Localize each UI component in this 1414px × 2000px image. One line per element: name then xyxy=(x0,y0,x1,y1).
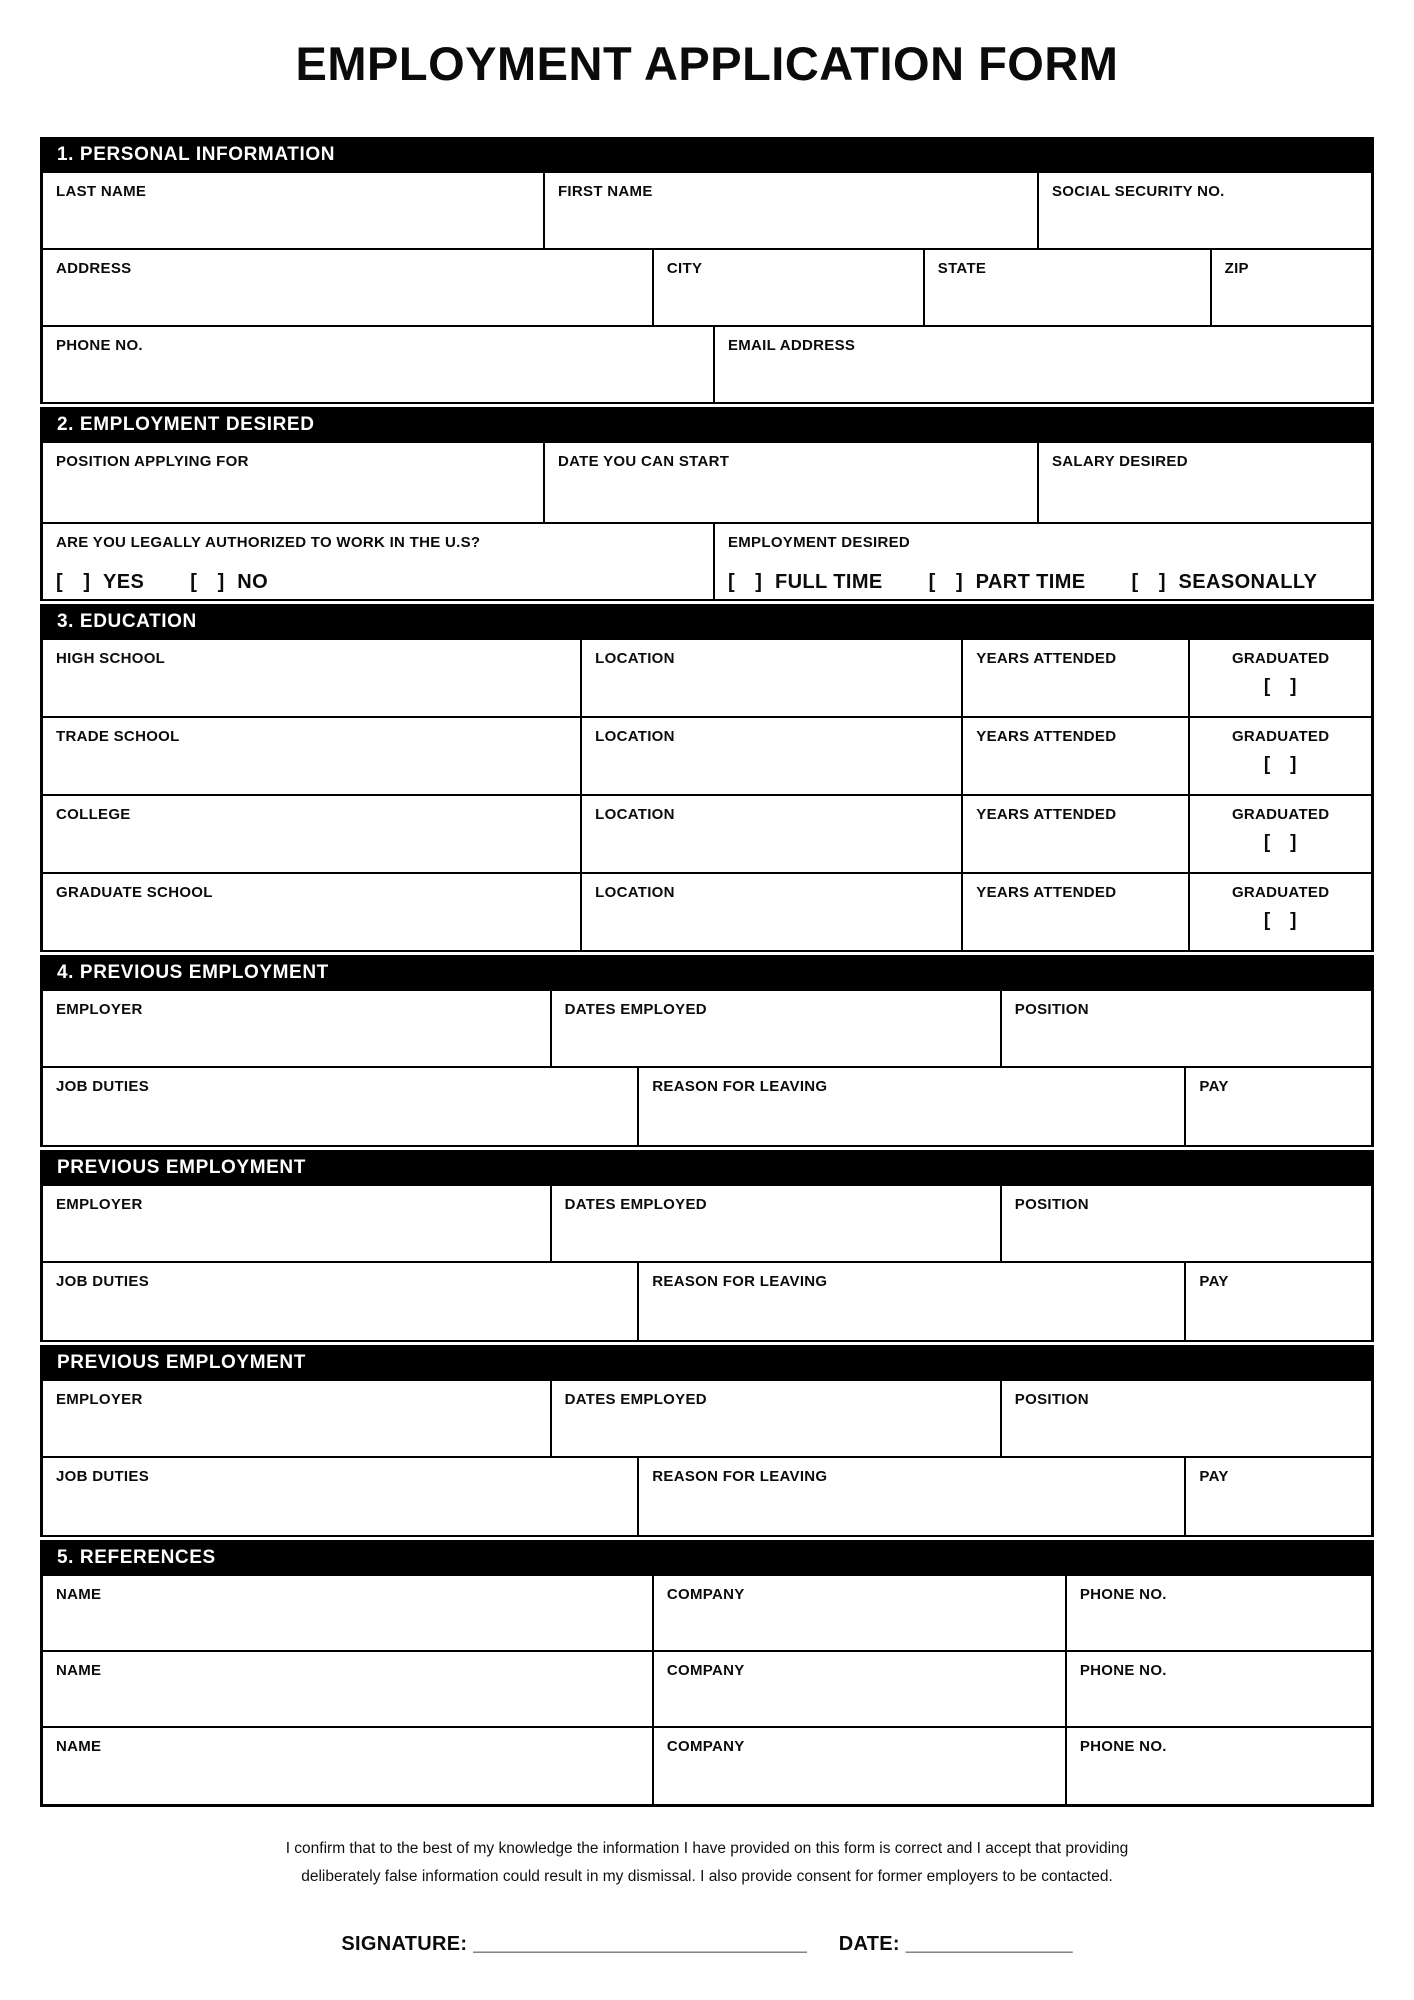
section-header-previous-employment-3: PREVIOUS EMPLOYMENT xyxy=(40,1345,1374,1381)
signature-line[interactable]: ______________________________ xyxy=(473,1932,807,1955)
employer-field[interactable] xyxy=(43,1381,552,1456)
position-applying-for-label: POSITION APPLYING FOR xyxy=(56,453,249,470)
phone-field[interactable] xyxy=(43,327,715,402)
years-attended-field[interactable] xyxy=(963,874,1190,950)
reason-for-leaving-field[interactable] xyxy=(639,1263,1186,1340)
reference-name-field[interactable] xyxy=(43,1728,654,1804)
employer-field[interactable] xyxy=(43,991,552,1066)
reference-name-field[interactable] xyxy=(43,1576,654,1650)
reason-for-leaving-label: REASON FOR LEAVING xyxy=(652,1468,828,1485)
location-field[interactable] xyxy=(582,796,963,872)
address-field[interactable] xyxy=(43,250,654,325)
high-school-field[interactable] xyxy=(43,640,582,716)
checkbox-no[interactable] xyxy=(190,571,268,594)
high-school-label: HIGH SCHOOL xyxy=(56,650,166,667)
reference-row-1 xyxy=(43,1576,1371,1652)
confirmation-line-1: I confirm that to the best of my knowledge the information I have provided on this form is correct and I accept that providing xyxy=(285,1840,1129,1857)
graduated-checkbox[interactable]: [ ] xyxy=(1263,754,1298,775)
reference-name-field[interactable] xyxy=(43,1652,654,1726)
position-field[interactable] xyxy=(1002,1186,1371,1261)
years-attended-label: YEARS ATTENDED xyxy=(976,806,1117,823)
zip-field[interactable] xyxy=(1212,250,1371,325)
employer-label: EMPLOYER xyxy=(56,1001,143,1018)
date-label: DATE: xyxy=(838,1932,900,1955)
checkbox-no-label: NO xyxy=(237,571,269,593)
college-field[interactable] xyxy=(43,796,582,872)
reference-name-label: NAME xyxy=(56,1738,102,1755)
checkbox-seasonally-label: SEASONALLY xyxy=(1178,571,1318,593)
reference-name-label: NAME xyxy=(56,1586,102,1603)
employment-type-label: EMPLOYMENT DESIRED xyxy=(727,534,911,551)
checkbox-icon: [ ] xyxy=(56,571,91,593)
reference-company-label: COMPANY xyxy=(666,1662,745,1679)
signature-label: SIGNATURE: xyxy=(341,1932,468,1955)
graduate-school-label: GRADUATE SCHOOL xyxy=(56,884,213,901)
graduated-checkbox[interactable]: [ ] xyxy=(1263,910,1298,931)
email-label: EMAIL ADDRESS xyxy=(727,337,856,354)
email-field[interactable] xyxy=(715,327,1371,402)
checkbox-full-time-label: FULL TIME xyxy=(774,571,883,593)
reference-company-field[interactable] xyxy=(654,1576,1067,1650)
location-label: LOCATION xyxy=(595,728,675,745)
graduated-checkbox[interactable]: [ ] xyxy=(1263,832,1298,853)
reference-company-field[interactable] xyxy=(654,1652,1067,1726)
personal-address-row xyxy=(43,250,1371,327)
pay-field[interactable] xyxy=(1186,1068,1371,1145)
ssn-label: SOCIAL SECURITY NO. xyxy=(1051,183,1225,200)
years-attended-label: YEARS ATTENDED xyxy=(976,884,1117,901)
personal-contact-row xyxy=(43,327,1371,404)
application-form xyxy=(40,137,1374,1807)
section-header-references: 5. REFERENCES xyxy=(40,1540,1374,1576)
phone-label: PHONE NO. xyxy=(56,337,143,354)
reference-row-3 xyxy=(43,1728,1371,1804)
last-name-label: LAST NAME xyxy=(56,183,147,200)
signature-row xyxy=(0,1933,1414,1956)
job-duties-field[interactable] xyxy=(43,1263,639,1340)
graduated-label: GRADUATED xyxy=(1231,884,1330,901)
job-duties-field[interactable] xyxy=(43,1068,639,1145)
reason-for-leaving-label: REASON FOR LEAVING xyxy=(652,1078,828,1095)
reason-for-leaving-label: REASON FOR LEAVING xyxy=(652,1273,828,1290)
graduated-field xyxy=(1190,796,1371,872)
job-duties-label: JOB DUTIES xyxy=(56,1273,150,1290)
employment-block-2-duties-row xyxy=(43,1263,1371,1342)
employer-field[interactable] xyxy=(43,1186,552,1261)
years-attended-field[interactable] xyxy=(963,796,1190,872)
pay-label: PAY xyxy=(1199,1273,1229,1290)
education-row-trade-school xyxy=(43,718,1371,796)
checkbox-yes-label: YES xyxy=(103,571,145,593)
personal-name-row xyxy=(43,173,1371,250)
checkbox-seasonally[interactable] xyxy=(1132,571,1318,594)
checkbox-icon: [ ] xyxy=(190,571,226,593)
college-label: COLLEGE xyxy=(56,806,131,823)
employment-block-3-employer-row xyxy=(43,1381,1371,1458)
employment-block-1-duties-row xyxy=(43,1068,1371,1147)
confirmation-statement xyxy=(0,1835,1414,1891)
employment-block-2-employer-row xyxy=(43,1186,1371,1263)
checkbox-icon: [ ] xyxy=(727,571,763,593)
location-field[interactable] xyxy=(582,718,963,794)
dates-employed-field[interactable] xyxy=(552,1186,1002,1261)
reference-phone-field[interactable] xyxy=(1067,1728,1371,1804)
section-header-previous-employment-2: PREVIOUS EMPLOYMENT xyxy=(40,1150,1374,1186)
graduated-label: GRADUATED xyxy=(1231,806,1330,823)
ssn-field[interactable] xyxy=(1039,173,1371,248)
location-field[interactable] xyxy=(582,874,963,950)
work-authorization-label: ARE YOU LEGALLY AUTHORIZED TO WORK IN THE U.S? xyxy=(56,534,481,551)
last-name-field[interactable] xyxy=(43,173,545,248)
salary-desired-label: SALARY DESIRED xyxy=(1051,453,1188,470)
first-name-field[interactable] xyxy=(545,173,1039,248)
pay-label: PAY xyxy=(1199,1078,1229,1095)
employment-block-1-employer-row xyxy=(43,991,1371,1068)
trade-school-label: TRADE SCHOOL xyxy=(56,728,180,745)
reference-company-label: COMPANY xyxy=(666,1738,745,1755)
employer-label: EMPLOYER xyxy=(56,1391,143,1408)
date-you-can-start-field[interactable] xyxy=(545,443,1039,522)
reference-phone-label: PHONE NO. xyxy=(1079,1586,1167,1603)
reference-phone-field[interactable] xyxy=(1067,1576,1371,1650)
city-label: CITY xyxy=(666,260,703,277)
pay-label: PAY xyxy=(1199,1468,1229,1485)
position-field[interactable] xyxy=(1002,991,1371,1066)
checkbox-icon: [ ] xyxy=(1131,571,1167,593)
page-title: EMPLOYMENT APPLICATION FORM xyxy=(295,37,1119,90)
graduated-label: GRADUATED xyxy=(1231,650,1330,667)
pay-field[interactable] xyxy=(1186,1263,1371,1340)
zip-label: ZIP xyxy=(1224,260,1249,277)
checkbox-yes[interactable] xyxy=(56,571,144,594)
education-row-college xyxy=(43,796,1371,874)
location-field[interactable] xyxy=(582,640,963,716)
dates-employed-label: DATES EMPLOYED xyxy=(564,1196,707,1213)
graduate-school-field[interactable] xyxy=(43,874,582,950)
job-duties-field[interactable] xyxy=(43,1458,639,1535)
position-label: POSITION xyxy=(1014,1196,1089,1213)
graduated-field xyxy=(1190,640,1371,716)
pay-field[interactable] xyxy=(1186,1458,1371,1535)
years-attended-field[interactable] xyxy=(963,718,1190,794)
work-authorization-field xyxy=(43,524,715,599)
dates-employed-field[interactable] xyxy=(552,991,1002,1066)
trade-school-field[interactable] xyxy=(43,718,582,794)
section-header-employment-desired: 2. EMPLOYMENT DESIRED xyxy=(40,407,1374,443)
location-label: LOCATION xyxy=(595,806,675,823)
section-header-education: 3. EDUCATION xyxy=(40,604,1374,640)
reference-row-2 xyxy=(43,1652,1371,1728)
years-attended-field[interactable] xyxy=(963,640,1190,716)
salary-desired-field[interactable] xyxy=(1039,443,1371,522)
reference-phone-label: PHONE NO. xyxy=(1079,1662,1167,1679)
graduated-label: GRADUATED xyxy=(1231,728,1330,745)
graduated-checkbox[interactable]: [ ] xyxy=(1263,676,1298,697)
confirmation-line-2: deliberately false information could result in my dismissal. I also provide consent for former employers to be contacted. xyxy=(301,1867,1113,1885)
section-header-previous-employment-1: 4. PREVIOUS EMPLOYMENT xyxy=(40,955,1374,991)
job-duties-label: JOB DUTIES xyxy=(56,1468,150,1485)
education-row-high-school xyxy=(43,640,1371,718)
reference-phone-label: PHONE NO. xyxy=(1079,1738,1167,1755)
reference-phone-field[interactable] xyxy=(1067,1652,1371,1726)
position-label: POSITION xyxy=(1014,1391,1089,1408)
checkbox-icon: [ ] xyxy=(928,571,964,593)
state-label: STATE xyxy=(937,260,987,277)
dates-employed-field[interactable] xyxy=(552,1381,1002,1456)
employment-block-3-duties-row xyxy=(43,1458,1371,1537)
dates-employed-label: DATES EMPLOYED xyxy=(564,1001,707,1018)
address-label: ADDRESS xyxy=(56,260,132,277)
checkbox-full-time[interactable] xyxy=(728,571,883,594)
date-line[interactable]: _______________ xyxy=(905,1932,1073,1955)
dates-employed-label: DATES EMPLOYED xyxy=(564,1391,707,1408)
work-authorization-options xyxy=(56,571,700,594)
reference-company-label: COMPANY xyxy=(666,1586,745,1603)
years-attended-label: YEARS ATTENDED xyxy=(976,728,1117,745)
job-duties-label: JOB DUTIES xyxy=(56,1078,150,1095)
date-you-can-start-label: DATE YOU CAN START xyxy=(557,453,730,470)
reference-company-field[interactable] xyxy=(654,1728,1067,1804)
reference-name-label: NAME xyxy=(56,1662,102,1679)
checkbox-part-time[interactable] xyxy=(929,571,1086,594)
employment-position-row xyxy=(43,443,1371,524)
position-label: POSITION xyxy=(1014,1001,1089,1018)
employment-type-field xyxy=(715,524,1371,599)
reason-for-leaving-field[interactable] xyxy=(639,1458,1186,1535)
employer-label: EMPLOYER xyxy=(56,1196,143,1213)
city-field[interactable] xyxy=(654,250,925,325)
years-attended-label: YEARS ATTENDED xyxy=(976,650,1117,667)
employment-type-options xyxy=(728,571,1358,594)
first-name-label: FIRST NAME xyxy=(557,183,653,200)
location-label: LOCATION xyxy=(595,650,675,667)
section-header-personal-information: 1. PERSONAL INFORMATION xyxy=(40,137,1374,173)
position-field[interactable] xyxy=(1002,1381,1371,1456)
graduated-field xyxy=(1190,718,1371,794)
reason-for-leaving-field[interactable] xyxy=(639,1068,1186,1145)
checkbox-part-time-label: PART TIME xyxy=(975,571,1086,593)
position-applying-for-field[interactable] xyxy=(43,443,545,522)
location-label: LOCATION xyxy=(595,884,675,901)
employment-options-row xyxy=(43,524,1371,601)
state-field[interactable] xyxy=(925,250,1212,325)
education-row-graduate-school xyxy=(43,874,1371,952)
graduated-field xyxy=(1190,874,1371,950)
